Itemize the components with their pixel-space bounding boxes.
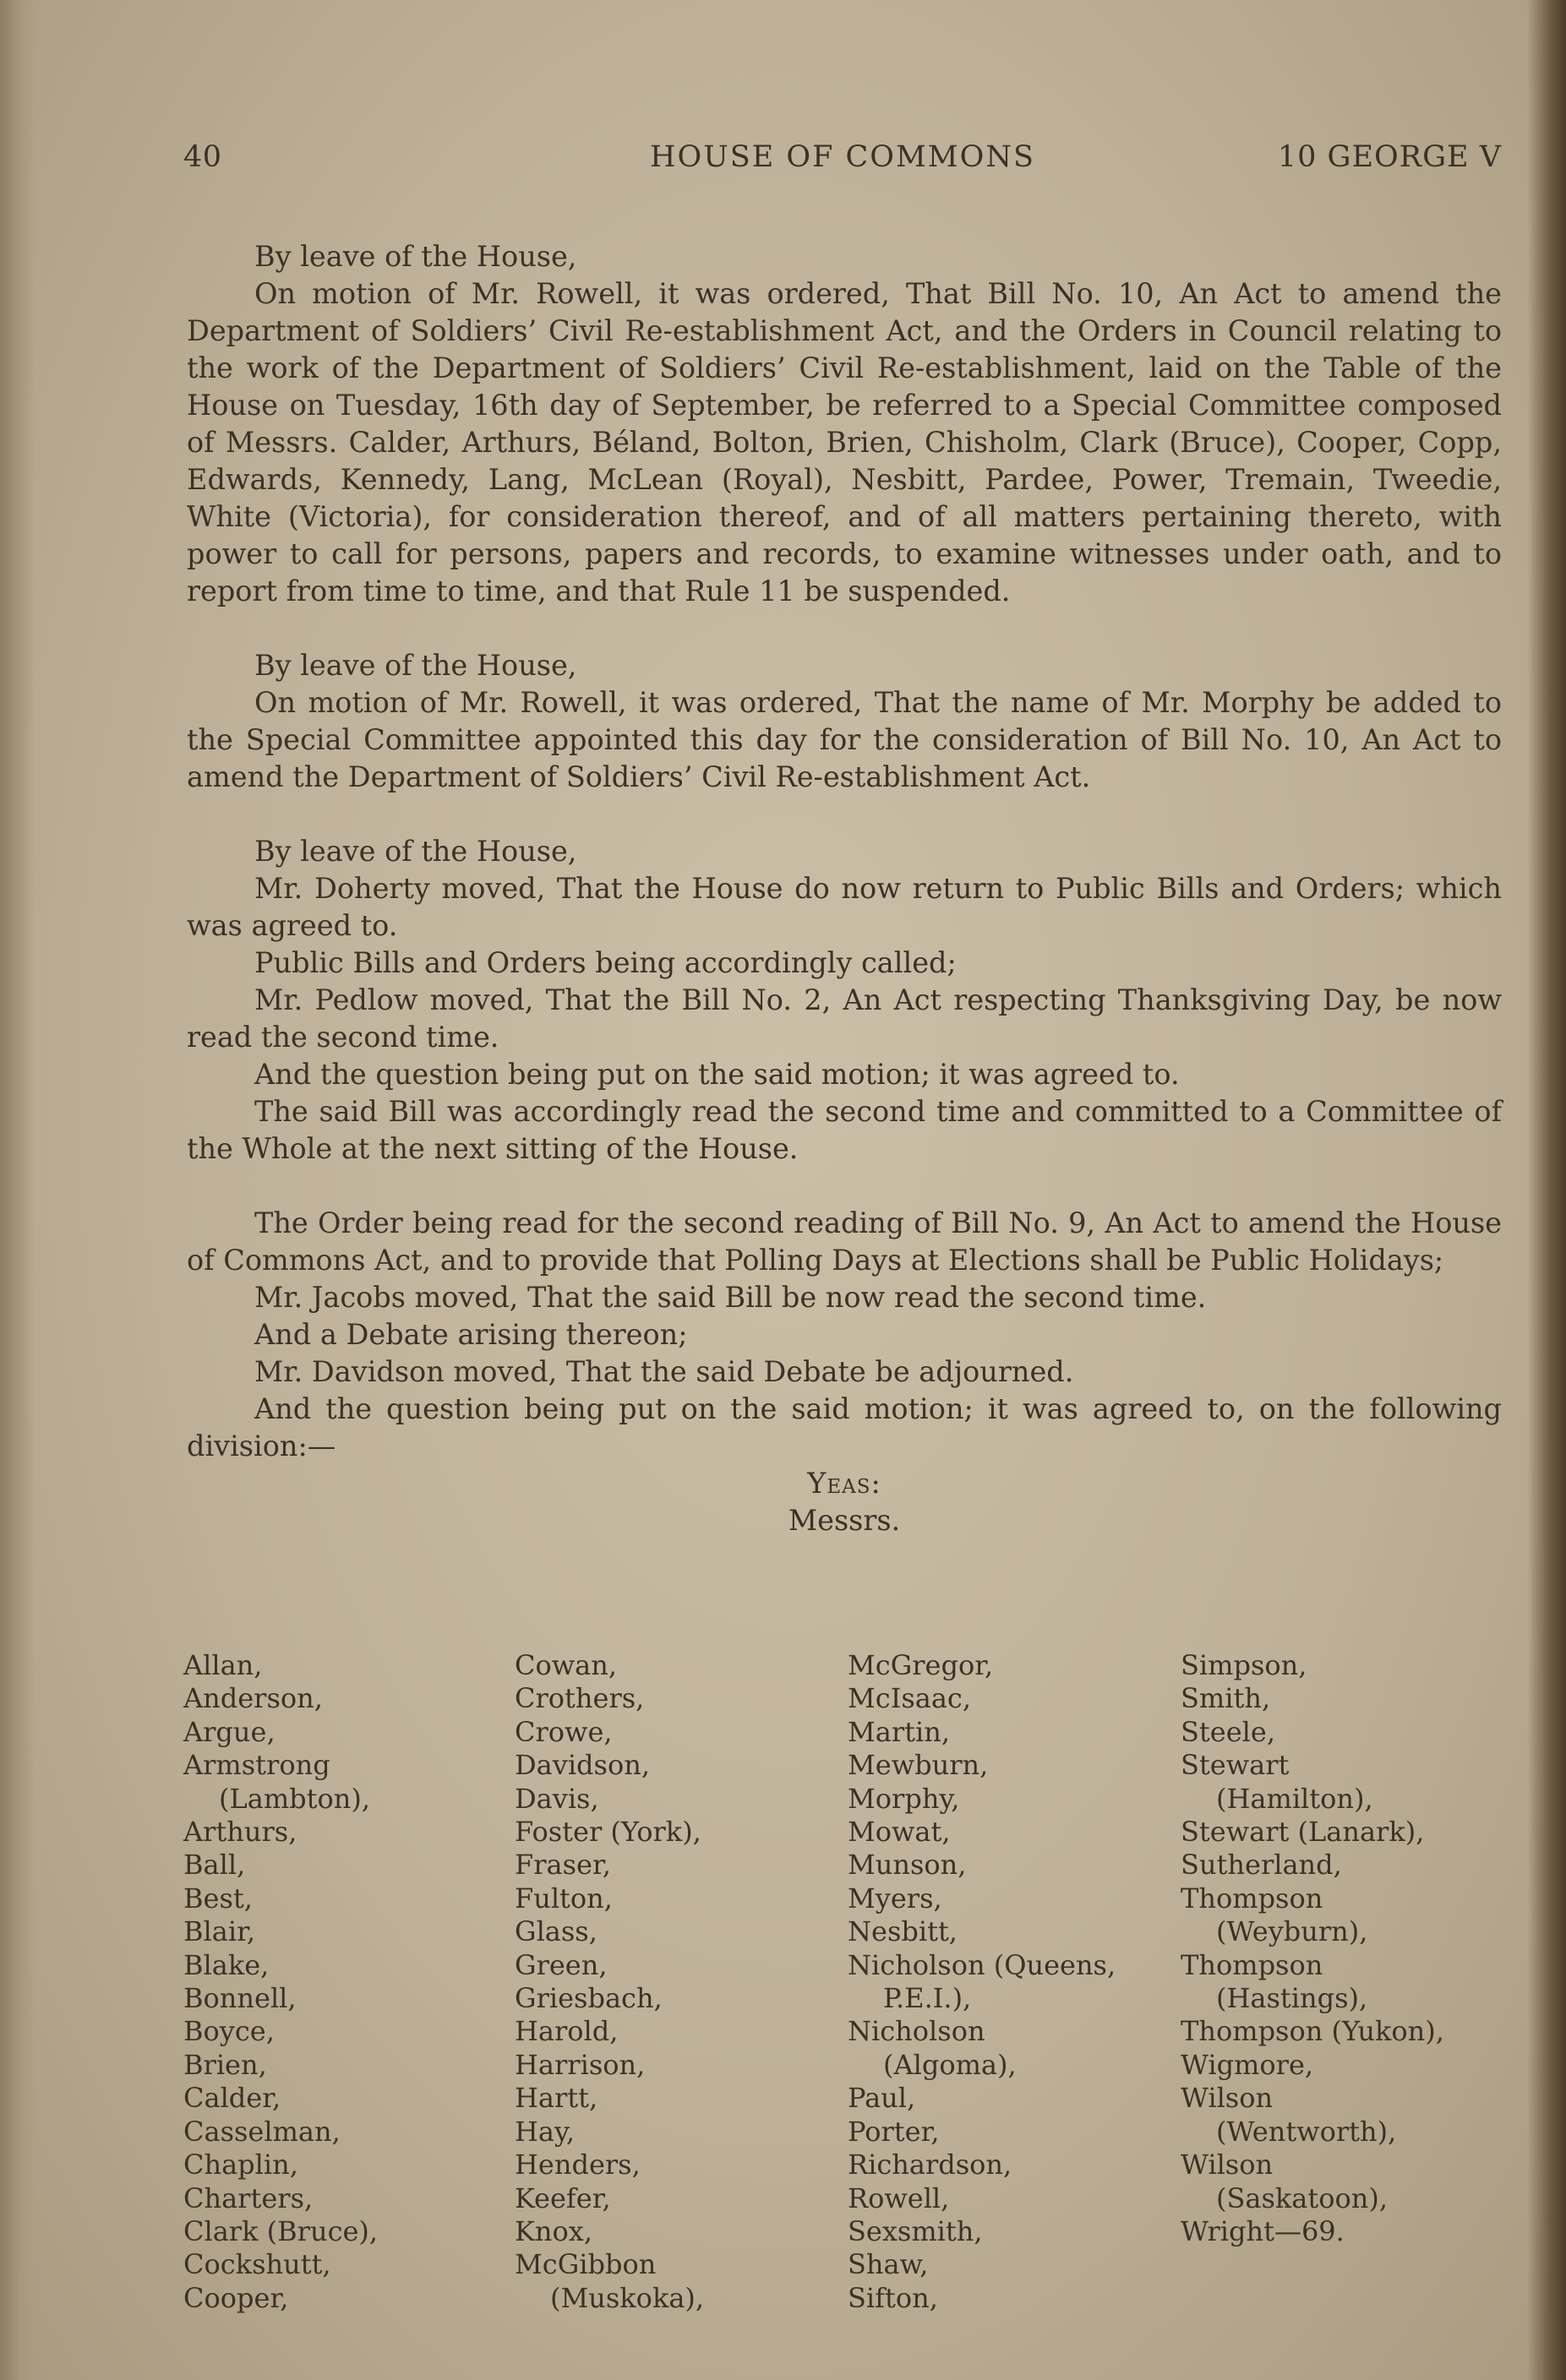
member-name: (Lambton),: [219, 1782, 371, 1815]
paragraph: Mr. Pedlow moved, That the Bill No. 2, An Act respecting Thanksgiving Day, be now read the second time.: [187, 983, 1502, 1054]
paragraph: Mr. Davidson moved, That the said Debate be adjourned.: [254, 1355, 1074, 1388]
division-subheading: Messrs.: [788, 1504, 901, 1537]
member-name: Sexsmith,: [848, 2214, 983, 2247]
member-name: Hartt,: [515, 2082, 598, 2115]
paragraph: The Order being read for the second reading of Bill No. 9, An Act to amend the House of Commons Act, and to provide that Polling Days at Elections shall be Public Holidays;: [187, 1206, 1502, 1277]
division-column-1: [183, 1649, 378, 2315]
member-name: Hay,: [515, 2115, 575, 2148]
member-name: Mowat,: [848, 1816, 951, 1849]
member-name: (Wentworth),: [1216, 2115, 1397, 2148]
member-name: Myers,: [848, 1882, 942, 1914]
member-name: Shaw,: [848, 2248, 929, 2281]
member-name: Arthurs,: [183, 1816, 297, 1849]
paragraph: And the question being put on the said motion; it was agreed to, on the following division:—: [187, 1392, 1502, 1462]
journal-body: [187, 238, 1502, 1539]
page-number: 40: [183, 140, 222, 174]
paragraph: By leave of the House,: [254, 835, 577, 868]
member-name: Chaplin,: [183, 2149, 298, 2181]
member-name: Richardson,: [848, 2149, 1012, 2181]
member-name: Griesbach,: [515, 1982, 663, 2015]
member-name: Fraser,: [515, 1849, 611, 1882]
paragraph: On motion of Mr. Rowell, it was ordered, That the name of Mr. Morphy be added to the Special Committee appointed this day for the consideration of Bill No. 10, An Act to amend the Department of Soldiers’ Civil Re-establishment Act.: [187, 686, 1502, 793]
member-name: McGibbon: [515, 2248, 657, 2281]
paragraph: The said Bill was accordingly read the second time and committed to a Committee of the Whole at the next sitting of the House.: [187, 1095, 1502, 1165]
member-name: Cockshutt,: [183, 2248, 331, 2281]
member-name: Charters,: [183, 2181, 314, 2214]
member-name: Nesbitt,: [848, 1915, 958, 1948]
member-name: (Hastings),: [1216, 1982, 1368, 2015]
member-name: Harrison,: [515, 2048, 646, 2081]
member-name: Smith,: [1181, 1682, 1271, 1715]
member-name: Glass,: [515, 1915, 597, 1948]
member-name: Davidson,: [515, 1749, 650, 1782]
page-edge-shadow: [1527, 0, 1566, 2380]
member-name: Thompson: [1181, 1948, 1323, 1981]
member-name: Blake,: [183, 1948, 270, 1981]
member-name: (Hamilton),: [1216, 1782, 1373, 1815]
member-name: Fulton,: [515, 1882, 613, 1914]
member-name: Green,: [515, 1948, 608, 1981]
member-name: Sutherland,: [1181, 1849, 1342, 1882]
paragraph: By leave of the House,: [254, 240, 577, 273]
member-name: Harold,: [515, 2015, 619, 2048]
member-name: Rowell,: [848, 2181, 950, 2214]
member-name: Foster (York),: [515, 1816, 701, 1849]
member-name: Crothers,: [515, 1682, 645, 1715]
division-column-4: [1181, 1649, 1444, 2248]
member-name: Anderson,: [183, 1682, 323, 1715]
member-name: Sifton,: [848, 2281, 938, 2314]
paragraph: On motion of Mr. Rowell, it was ordered, That Bill No. 10, An Act to amend the Department of Soldiers’ Civil Re-establishment Act, and the Orders in Council relating to the work of the Department of Soldiers’ Civil Re-establishment, laid on the Table of the House on Tuesday, 16th day of September, be referred to a Special Committee composed of Messrs. Calder, Arthurs, Béland, Bolton, Brien, Chisholm, Clark (Bruce), Cooper, Copp, Edwards, Kennedy, Lang, McLean (Royal), Nesbitt, Pardee, Power, Tremain, Tweedie, White (Victoria), for consideration thereof, and of all matters pertaining thereto, with power to call for persons, papers and records, to examine witnesses under oath, and to report from time to time, and that Rule 11 be suspended.: [187, 277, 1502, 607]
member-name: Bonnell,: [183, 1982, 297, 2015]
member-name: Clark (Bruce),: [183, 2214, 379, 2247]
paragraph: Mr. Doherty moved, That the House do now return to Public Bills and Orders; which was agreed to.: [187, 872, 1502, 942]
regnal-year: 10 GEORGE V: [1277, 140, 1502, 174]
division-column-2: [515, 1649, 704, 2315]
paragraph: Public Bills and Orders being accordingly called;: [254, 946, 957, 979]
member-name: Blair,: [183, 1915, 256, 1948]
page-header: [183, 140, 1502, 182]
member-name: Nicholson: [848, 2015, 985, 2048]
member-name: McGregor,: [848, 1649, 994, 1681]
paragraph: Mr. Jacobs moved, That the said Bill be now read the second time.: [254, 1281, 1207, 1314]
member-name: Paul,: [848, 2082, 916, 2115]
member-name: Munson,: [848, 1849, 967, 1882]
member-name: Brien,: [183, 2048, 267, 2081]
member-name: Cowan,: [515, 1649, 617, 1681]
member-name: Thompson (Yukon),: [1181, 2015, 1444, 2048]
member-name: Wigmore,: [1181, 2048, 1314, 2081]
member-name: Wilson: [1181, 2149, 1274, 2181]
paragraph: By leave of the House,: [254, 649, 577, 682]
book-spine-shadow: [0, 0, 35, 2380]
member-name: (Saskatoon),: [1216, 2181, 1389, 2214]
member-name: Stewart: [1181, 1749, 1290, 1782]
member-name: Steele,: [1181, 1715, 1275, 1748]
member-name: Cooper,: [183, 2281, 289, 2314]
member-name: Henders,: [515, 2149, 641, 2181]
paragraph: And the question being put on the said motion; it was agreed to.: [254, 1058, 1180, 1091]
member-name: Best,: [183, 1882, 253, 1914]
member-name: Allan,: [183, 1649, 263, 1681]
member-name: Boyce,: [183, 2015, 275, 2048]
member-name: Stewart (Lanark),: [1181, 1816, 1425, 1849]
member-name: Ball,: [183, 1849, 246, 1882]
member-name: Thompson: [1181, 1882, 1323, 1914]
member-name: (Algoma),: [883, 2048, 1017, 2081]
paragraph: And a Debate arising thereon;: [254, 1318, 688, 1351]
member-name: Casselman,: [183, 2115, 341, 2148]
member-name: Martin,: [848, 1715, 951, 1748]
member-name: Keefer,: [515, 2181, 611, 2214]
member-name: Armstrong: [183, 1749, 330, 1782]
member-name: Knox,: [515, 2214, 592, 2247]
member-name: (Muskoka),: [550, 2281, 705, 2314]
member-name: Crowe,: [515, 1715, 613, 1748]
division-list: [183, 1649, 1502, 2325]
division-heading: Yeas:: [807, 1467, 881, 1500]
member-name: Simpson,: [1181, 1649, 1307, 1681]
member-name: Davis,: [515, 1782, 599, 1815]
member-name: Wilson: [1181, 2082, 1274, 2115]
member-name: McIsaac,: [848, 1682, 971, 1715]
member-name: Argue,: [183, 1715, 276, 1748]
running-head: HOUSE OF COMMONS: [650, 140, 1035, 174]
member-name: Calder,: [183, 2082, 281, 2115]
member-name: Nicholson (Queens,: [848, 1948, 1116, 1981]
member-name: (Weyburn),: [1216, 1915, 1368, 1948]
division-column-3: [848, 1649, 1116, 2315]
member-name: Porter,: [848, 2115, 940, 2148]
member-name: Mewburn,: [848, 1749, 989, 1782]
member-name: P.E.I.),: [883, 1982, 972, 2015]
member-name: Wright—69.: [1181, 2214, 1345, 2247]
member-name: Morphy,: [848, 1782, 960, 1815]
